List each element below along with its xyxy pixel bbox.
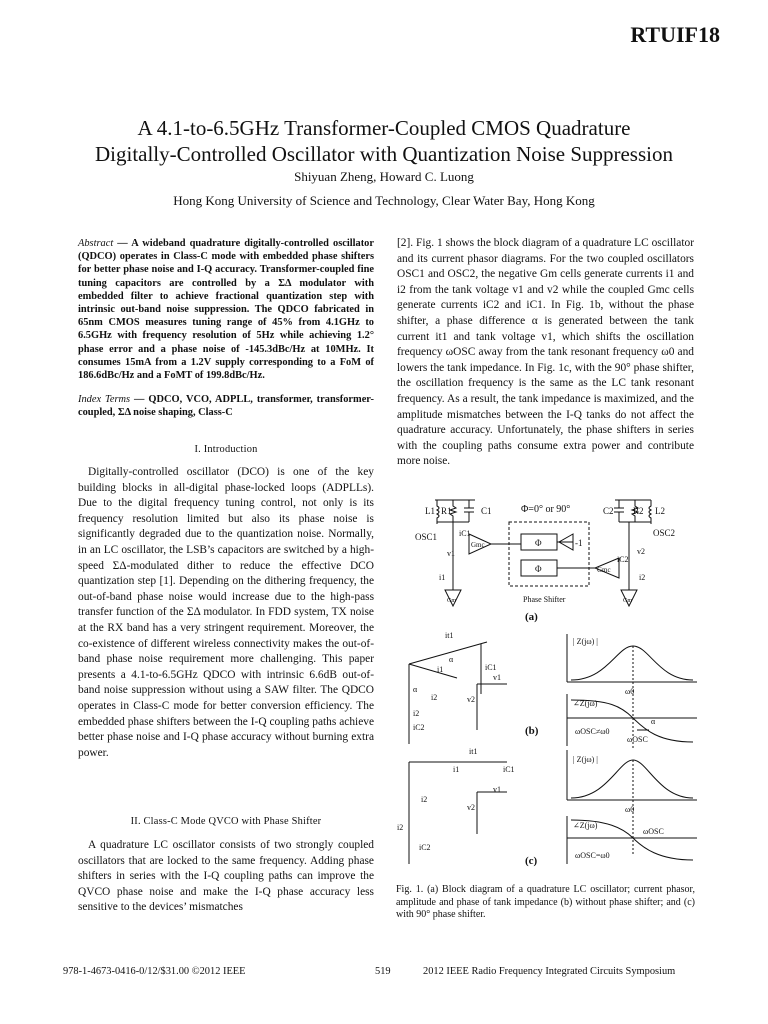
osc1-label: OSC1: [415, 532, 438, 542]
c2-label: C2: [603, 506, 614, 516]
zmag-label-c: | Z(jω) |: [573, 755, 598, 764]
right-column-paragraph: [2]. Fig. 1 shows the block diagram of a quadrature LC oscillator and its current phasor diagrams. For the two coupled oscillators OSC1 and OSC2, the negative Gm cells generate currents i1 and i2 from the tank voltage v1 and v2 while the coupled Gmc cells generate currents iC2 and iC1. In Fig. 1b, without the phase shifter, a phase difference α is generated between the tank current it1 and tank voltage v1, which shifts the oscillation frequency ωOSC away from the tank resonant frequency ω0 and lowers the tank impedance. In Fig. 1c, with the 90° phase shifter, the oscillation frequency is the same as the LC tank resonant frequency. As a result, the tank impedance is maximized, and the amplitude mismatches between the I-Q tanks do not affect the quadrature accuracy. Unfortunately, the phase shifters in series with the coupling paths consume extra power and contribute more noise.: [397, 237, 694, 468]
it1-label-c: it1: [469, 747, 478, 756]
i1-label-a: i1: [439, 573, 446, 582]
gm-label-1: Gm: [447, 598, 456, 604]
v1-label-c: v1: [493, 785, 501, 794]
abstract-text: — A wideband quadrature digitally-controlled oscillator (QDCO) operates in Class-C mode with embedded phase shifters for better phase noise and I-Q accuracy. Transformer-coupled fine tuning capacitors are controlled by a ΣΔ modulator with embedded filter to achieve fractional quantization step with intrinsic out-band noise suppression. The QDCO fabricated in 65nm CMOS measures tuning range of 45% from 4.1GHz to 6.5GHz with frequency resolution of 5Hz while achieving 1.2° phase error and a phase noise of -145.3dBc/Hz at 10MHz. It consumes 15mA from a 1.2V supply corresponding to a FoM of 186.6dBc/Hz and a FoMT of 199.8dBc/Hz.: [78, 238, 374, 382]
title-line-1: A 4.1-to-6.5GHz Transformer-Coupled CMOS Quadrature: [137, 116, 631, 140]
index-terms-label: Index Terms: [78, 394, 131, 405]
i2-label-c2: i2: [397, 823, 404, 832]
wosc-label-c: ωOSC: [643, 827, 664, 836]
figure-caption: Fig. 1. (a) Block diagram of a quadrature LC oscillator; current phasor, amplitude and phase of tank impedance (b) without phase shifter; and (c) with 90° phase shifter.: [396, 884, 695, 921]
gmc-label-2: Gmc: [597, 566, 611, 574]
i2-label-c: i2: [421, 795, 428, 804]
alpha-label-b3: α: [651, 717, 656, 726]
phasor-diagram-b: [409, 631, 697, 750]
qvco-body: [78, 838, 374, 916]
v1-label-b: v1: [493, 673, 501, 682]
right-column-text: [397, 236, 694, 470]
c1-label: C1: [481, 506, 492, 516]
w0-label-c: ω0: [625, 805, 635, 814]
ic2-label-b: iC2: [413, 723, 425, 732]
figure-label-c: (c): [525, 855, 538, 867]
r2-label: R2: [633, 506, 644, 516]
ic1-label-a: iC1: [459, 529, 471, 538]
footer-page-number: 519: [375, 966, 391, 977]
i2-label-b2: i2: [413, 709, 420, 718]
r1-label: R1: [441, 506, 452, 516]
gm-label-2: Gm: [623, 598, 632, 604]
osc2-label: OSC2: [653, 528, 676, 538]
figure-1: [397, 494, 709, 886]
v1-label-a: v1: [447, 549, 455, 558]
v2-label-b: v2: [467, 695, 475, 704]
section-heading-qvco: II. Class-C Mode QVCO with Phase Shifter: [130, 816, 322, 827]
phasor-diagram-c: [397, 747, 697, 867]
l2-label: L2: [655, 506, 665, 516]
i1-label-c: i1: [453, 765, 460, 774]
index-terms-text: — QDCO, VCO, ADPLL, transformer, transformer-coupled, ΣΔ noise shaping, Class-C: [78, 394, 374, 419]
zphase-label-c: ∠Z(jω): [573, 821, 598, 830]
v2-label-a: v2: [637, 547, 645, 556]
v2-label-c: v2: [467, 803, 475, 812]
i2-label-a: i2: [639, 573, 646, 582]
alpha-label-b2: α: [413, 685, 418, 694]
l1-label: L1: [425, 506, 435, 516]
qvco-paragraph: A quadrature LC oscillator consists of two strongly coupled oscillators that are locked to the same frequency. Adding phase shifters in series with the I-Q coupling paths can improve the QVCO phase noise and make the I-Q phase accuracy less sensitive to the devices’ mismatches: [78, 839, 374, 914]
ic2-label-c: iC2: [419, 843, 431, 852]
wosc-ne-label: ωOSC≠ω0: [575, 727, 610, 736]
zmag-curve-c: [571, 760, 693, 798]
i1-label-b: i1: [437, 665, 444, 674]
authors: Shiyuan Zheng, Howard C. Luong: [294, 169, 474, 184]
affiliation: Hong Kong University of Science and Technology, Clear Water Bay, Hong Kong: [173, 193, 595, 208]
footer-venue: 2012 IEEE Radio Frequency Integrated Circuits Symposium: [423, 966, 676, 977]
i2-label-b: i2: [431, 693, 438, 702]
phi-label-bottom: Φ: [535, 564, 542, 574]
inverter-label: -1: [575, 538, 583, 548]
zmag-curve-b: [571, 646, 693, 680]
wosc-label-b: ωOSC: [627, 735, 648, 744]
ic1-label-c: iC1: [503, 765, 515, 774]
abstract: [78, 237, 374, 382]
ic1-label-b: iC1: [485, 663, 497, 672]
it1-label-b: it1: [445, 631, 454, 640]
w0-label-b: ω0: [625, 687, 635, 696]
figure-label-b: (b): [525, 725, 539, 737]
introduction-paragraph: Digitally-controlled oscillator (DCO) is one of the key building blocks in all-digital phase-locked loops (ADPLLs). Due to the digital frequency tuning control, not only is its frequency resolution limited but also its phase noise is significantly degraded due to the quantization noise. Normally, in an LC oscillator, the LSB’s capacitors are switched by a high-speed ΣΔ-modulated dither to reduce the effective DCO quantization step [1]. Depending on the dithering frequency, the out-of-band phase noise would increase due to the high-pass transfer function of the ΣΔ modulator. In FDD system, TX noise at the RX band has a very stringent requirement. Moreover, the co-existence of different wireless connectivity makes the out-of-band phase noise requirement more challenging. This paper presents a 4.1-to-6.5GHz QDCO with intrinsic 6.6dB out-of-band noise suppression without using a SAW filter. The QDCO operates in Class-C mode for better conversion efficiency. The embedded phase shifters between the I-Q coupling paths achieve better phase noise and I-Q phase accuracy without burning extra power.: [78, 466, 374, 759]
zmag-label-b: | Z(jω) |: [573, 637, 598, 646]
wosc-eq-label: ωOSC=ω0: [575, 851, 610, 860]
figure-label-a: (a): [525, 611, 538, 623]
alpha-label-b: α: [449, 655, 454, 664]
index-terms: [78, 393, 374, 419]
footer-isbn: 978-1-4673-0416-0/12/$31.00 ©2012 IEEE: [63, 966, 246, 977]
gmc-label-1: Gmc: [471, 541, 485, 549]
zphase-label-b: ∠Z(jω): [573, 699, 598, 708]
phase-select-label: Φ=0° or 90°: [521, 504, 571, 515]
ic2-label-a: iC2: [617, 555, 629, 564]
phase-shifter-label: Phase Shifter: [523, 595, 566, 604]
abstract-label: Abstract: [78, 238, 114, 249]
section-heading-introduction: I. Introduction: [194, 444, 258, 455]
paper-title: [40, 115, 728, 167]
block-diagram: [415, 500, 675, 623]
introduction-body: [78, 465, 374, 761]
paper-tag: RTUIF18: [630, 22, 720, 47]
title-line-2: Digitally-Controlled Oscillator with Quantization Noise Suppression: [94, 142, 673, 166]
phi-label-top: Φ: [535, 538, 542, 548]
